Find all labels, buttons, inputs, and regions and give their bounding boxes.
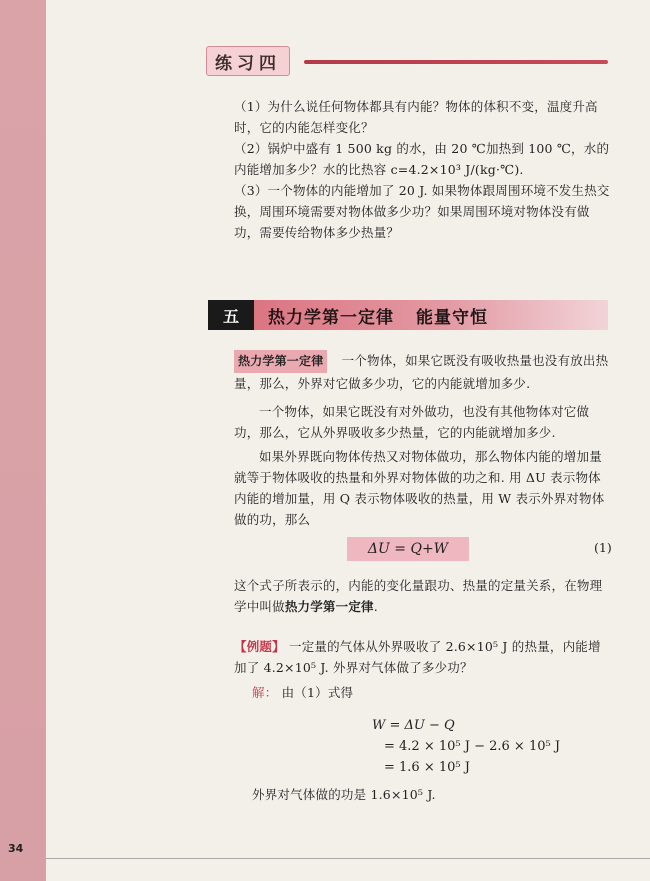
solution-conclusion: 外界对气体做的功是 1.6×10⁵ J. <box>252 787 436 802</box>
exercise-header-rule <box>304 60 608 64</box>
page-number: 34 <box>8 842 24 855</box>
solution-intro-text: 由（1）式得 <box>281 685 354 700</box>
keyword-highlight: 热力学第一定律 <box>234 350 327 373</box>
solution-line-3: = 1.6 × 10⁵ J <box>384 760 470 775</box>
law-paragraph-4-text: 这个式子所表示的，内能的变化量跟功、热量的定量关系，在物理学中叫做 <box>234 578 603 614</box>
exercise-title: 练习四 <box>206 46 290 76</box>
solution-label: 解： <box>252 685 278 700</box>
section-number: 五 <box>208 300 254 330</box>
law-paragraph-2: 一个物体，如果它既没有对外做功，也没有其他物体对它做功，那么，它从外界吸收多少热量，它的内能就增加多少. <box>234 404 590 440</box>
law-paragraph-4 <box>234 575 610 617</box>
section-title-part2: 能量守恒 <box>416 307 488 328</box>
example-label: 【例题】 <box>234 639 285 654</box>
solution-line-2: = 4.2 × 10⁵ J − 2.6 × 10⁵ J <box>384 739 561 754</box>
example-problem <box>234 636 610 678</box>
page-margin-band <box>0 0 46 881</box>
equation-number: (1) <box>594 540 612 555</box>
law-term-bold: 热力学第一定律 <box>284 599 374 614</box>
exercise-question-2: （2）锅炉中盛有 1 500 kg 的水，由 20 ℃加热到 100 ℃，水的内能增加多少？水的比热容 c=4.2×10³ J/(kg·℃). <box>234 141 610 177</box>
section-title-part1: 热力学第一定律 <box>268 307 394 328</box>
solution-intro <box>252 682 552 703</box>
section-header <box>208 300 608 330</box>
law-paragraph-1-text: 一个物体，如果它既没有吸收热量也没有放出热量，那么，外界对它做多少功，它的内能就增加多少. <box>234 353 609 391</box>
exercise-header <box>206 44 608 78</box>
bottom-rule <box>46 858 650 859</box>
law-paragraph-4-end: . <box>373 599 378 614</box>
example-text: 一定量的气体从外界吸收了 2.6×10⁵ J 的热量，内能增加了 4.2×10⁵ J. 外界对气体做了多少功？ <box>234 639 601 675</box>
law-paragraph-1 <box>234 350 610 394</box>
exercise-question-1: （1）为什么说任何物体都具有内能？物体的体积不变，温度升高时，它的内能怎样变化？ <box>234 99 598 135</box>
exercise-question-3: （3）一个物体的内能增加了 20 J. 如果物体跟周围环境不发生热交换，周围环境需要对物体做多少功？如果周围环境对物体没有做功，需要传给物体多少热量？ <box>234 183 610 240</box>
formula-box: ΔU = Q+W <box>347 537 469 561</box>
solution-line-1: W = ΔU − Q <box>372 718 455 733</box>
section-title <box>268 300 510 330</box>
law-paragraph-3: 如果外界既向物体传热又对物体做功，那么物体内能的增加量就等于物体吸收的热量和外界对物体做的功之和. 用 ΔU 表示物体内能的增加量，用 Q 表示物体吸收的热量，用 W 表示外界对物体做的功，那么 <box>234 449 605 527</box>
